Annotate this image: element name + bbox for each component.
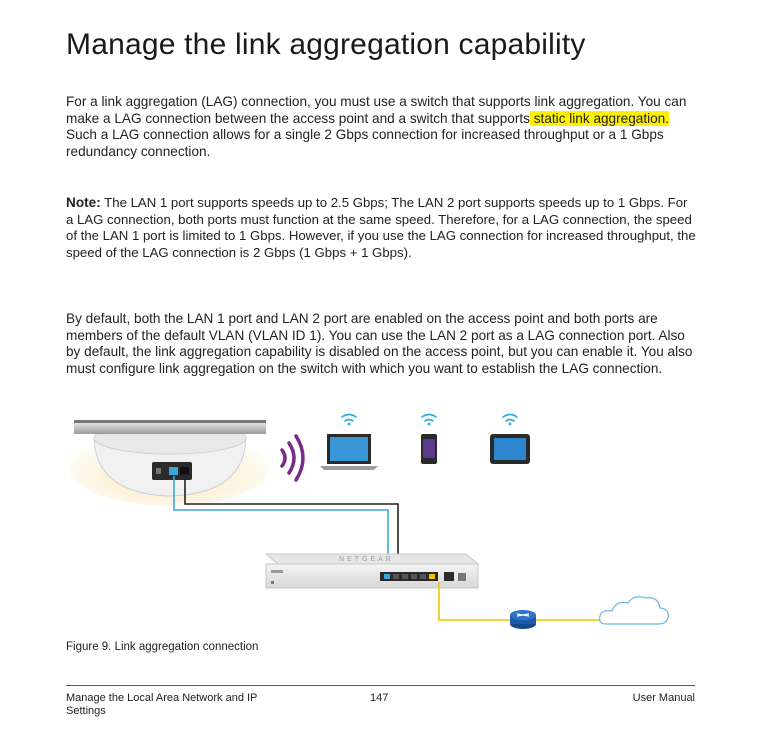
cloud-icon bbox=[600, 597, 669, 624]
intro-paragraph bbox=[66, 94, 698, 160]
footer-section-title: Manage the Local Area Network and IP Settings bbox=[66, 692, 258, 717]
router-icon bbox=[510, 610, 536, 629]
netgear-switch bbox=[266, 554, 478, 588]
note-text: The LAN 1 port supports speeds up to 2.5 Gbps; The LAN 2 port supports speeds up to 1 Gbps. For a LAG connection, both ports must function at the same speed. Therefore, for a LAG connection, the speed of the LAN 1 port is limited to 1 Gbps. However, if you use the LAG connection for increased throughput, the speed of the LAG connection is 2 Gbps (1 Gbps + 1 Gbps). bbox=[66, 195, 696, 260]
access-point bbox=[69, 422, 269, 506]
ceiling-beam bbox=[74, 420, 266, 434]
phone-icon bbox=[421, 415, 437, 465]
switch-brand-label: NETGEAR bbox=[339, 556, 394, 563]
default-settings-paragraph: By default, both the LAN 1 port and LAN 2 port are enabled on the access point and both ports are members of the default VLAN (VLAN ID 1). You can use the LAN 2 port as a LAG connection port. Also by default, the link aggregation capability is disabled on the access point, but you can enable it. You also must configure link aggregation on the switch with which you want to establish the LAG connection. bbox=[66, 311, 693, 376]
highlighted-text: static link aggregation. bbox=[529, 110, 670, 126]
page-title: Manage the link aggregation capability bbox=[66, 28, 586, 61]
radio-waves-icon bbox=[282, 436, 303, 480]
laptop-icon bbox=[320, 415, 378, 471]
note-label: Note: bbox=[66, 195, 101, 210]
tablet-icon bbox=[490, 415, 530, 465]
intro-text-1: For a link aggregation (LAG) connection, you must use a switch that supports link aggregation. You can make a LAG connection between the access point and a switch that supports bbox=[66, 94, 687, 126]
lag-diagram bbox=[66, 398, 698, 638]
figure-caption: Figure 9. Link aggregation connection bbox=[66, 641, 259, 653]
note-paragraph bbox=[66, 195, 698, 261]
footer-divider bbox=[66, 685, 695, 686]
page-number: 147 bbox=[370, 692, 389, 704]
footer-doc-title: User Manual bbox=[632, 692, 695, 704]
intro-text-2: Such a LAG connection allows for a single 2 Gbps connection for increased throughput or a 1 Gbps redundancy connection. bbox=[66, 127, 664, 159]
